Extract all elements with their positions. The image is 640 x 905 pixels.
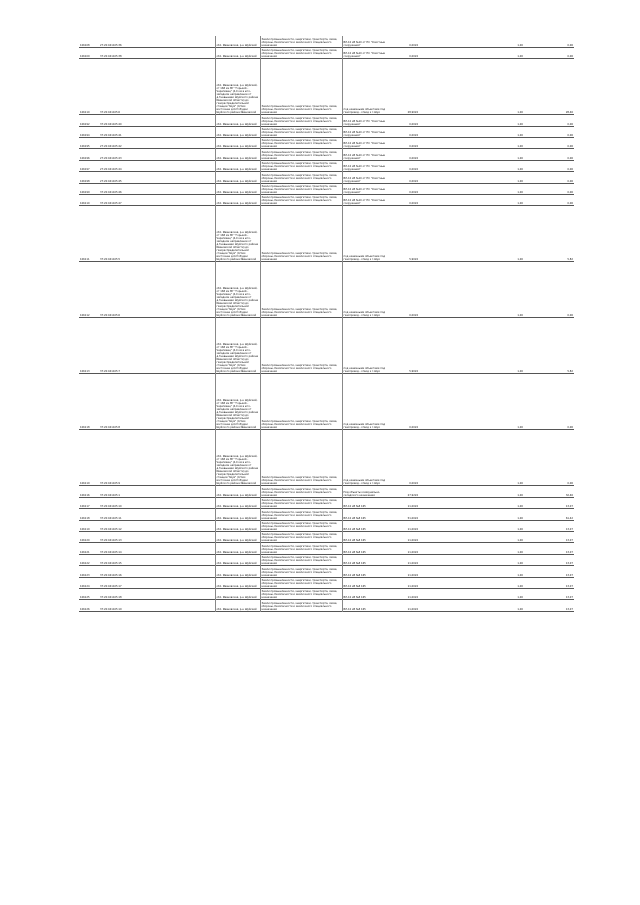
address-cell: обл. Ивановская, р-н Шуйский bbox=[215, 531, 260, 542]
value-cell: 13,07 bbox=[565, 539, 573, 543]
table-row bbox=[79, 160, 574, 171]
permitted-use-cell: ВЛ-10 кВ №10 от ПС "Очистные сооружения" bbox=[342, 126, 395, 137]
coefficient-cell: 1,00 bbox=[517, 482, 523, 486]
area-cell: 5,9024 bbox=[409, 258, 418, 262]
address-cell: обл. Ивановская, р-н Шуйский bbox=[215, 183, 260, 194]
land-category-cell: Земли промышленности, энергетики, транспорта, связи, обороны, безопасности и земли иного специального назначения bbox=[260, 160, 342, 171]
table-row bbox=[79, 172, 574, 183]
land-category-cell: Земли промышленности, энергетики, транспорта, связи, обороны, безопасности и земли иного специального назначения bbox=[260, 206, 342, 262]
address-cell: обл. Ивановская, р-н Шуйский, от 168 км МГ "Горький - Череповец" (4,0 км в юго-западном направлении от д.Гневышево Шуйского района Ивановской области) до газораспределительной станции "Шуя" (0,5км восточнее д.Олтобудки Шуйского района Ивановской bbox=[215, 262, 260, 318]
table-row bbox=[79, 262, 574, 318]
area-cell: 0,0024 bbox=[409, 55, 418, 59]
address-cell: обл. Ивановская, р-н Шуйский bbox=[215, 36, 260, 47]
address-cell: обл. Ивановская, р-н Шуйский bbox=[215, 543, 260, 554]
value-cell: 13,07 bbox=[565, 607, 573, 611]
value-cell: 5,82 bbox=[567, 370, 573, 374]
permitted-use-cell: ВЛ-10 кВ №8 165 bbox=[342, 497, 395, 508]
permitted-use-cell: под наземными объектами под газопровод - отвод к г.Шуя bbox=[342, 430, 395, 486]
cadastral-number-cell: 37:20:041105:41 bbox=[100, 134, 122, 138]
cadastral-number-cell: 37:20:041105:47 bbox=[100, 202, 122, 206]
value-cell: 0,06 bbox=[567, 134, 573, 138]
area-cell: 11,0024 bbox=[407, 505, 418, 509]
permitted-use-cell: ВЛ-10 кВ №8 165 bbox=[342, 566, 395, 577]
permitted-use-cell: ВЛ-10 кВ №10 от ПС "Очистные сооружения" bbox=[342, 183, 395, 194]
land-category-cell: Земли промышленности, энергетики, транспорта, связи, обороны, безопасности и земли иного специального назначения bbox=[260, 509, 342, 520]
permitted-use-cell: ВЛ-10 кВ №10 от ПС "Очистные сооружения" bbox=[342, 160, 395, 171]
land-category-cell: Земли промышленности, энергетики, транспорта, связи, обороны, безопасности и земли иного специального назначения bbox=[260, 600, 342, 611]
area-cell: 0,0024 bbox=[409, 43, 418, 47]
cadastral-number-cell: 37:20:041105:40 bbox=[100, 122, 122, 126]
permitted-use-cell: под наземными объектами под газопровод - отвод к г.Шуя bbox=[342, 318, 395, 374]
value-cell: 0,06 bbox=[567, 191, 573, 195]
table-row bbox=[79, 115, 574, 126]
area-cell: 11,0024 bbox=[407, 607, 418, 611]
area-cell: 11,0024 bbox=[407, 584, 418, 588]
land-category-cell: Земли промышленности, энергетики, транспорта, связи, обороны, безопасности и земли иного специального назначения bbox=[260, 497, 342, 508]
table-row bbox=[79, 374, 574, 430]
area-cell: 0,0024 bbox=[409, 202, 418, 206]
cadastral-number-cell: 37:20:041105:6 bbox=[100, 314, 121, 318]
permitted-use-cell: ВЛ-10 кВ №8 165 bbox=[342, 600, 395, 611]
value-cell: 0,06 bbox=[567, 314, 573, 318]
address-cell: обл. Ивановская, р-н Шуйский, от 168 км МГ "Горький - Череповец" (4,0 км в юго-западном направлении от д.Гневышево Шуйского района Ивановской области) до газораспределительной станции "Шуя" (0,5км восточнее д.Олтобудки Шуйского района Ивановской bbox=[215, 318, 260, 374]
table-row bbox=[79, 430, 574, 486]
cadastral-number-cell: 27:20:041105:42 bbox=[100, 145, 122, 149]
row-id-cell: 106119 bbox=[80, 482, 90, 486]
value-cell: 0,06 bbox=[567, 122, 573, 126]
cadastral-number-cell: 37:20:041105:13 bbox=[100, 539, 122, 543]
area-cell: 0,0024 bbox=[409, 156, 418, 160]
table-row bbox=[79, 520, 574, 531]
table-row bbox=[79, 577, 574, 588]
land-category-cell: Земли промышленности, энергетики, транспорта, связи, обороны, безопасности и земли иного специального назначения bbox=[260, 577, 342, 588]
permitted-use-cell: ВЛ-10 кВ №8 165 bbox=[342, 543, 395, 554]
permitted-use-cell: ВЛ-10 кВ №10 от ПС "Очистные сооружения" bbox=[342, 195, 395, 206]
coefficient-cell: 1,00 bbox=[517, 505, 523, 509]
permitted-use-cell: ВЛ-10 кВ №10 от ПС "Очистные сооружения" bbox=[342, 172, 395, 183]
cadastral-number-cell: 27:20:041105:36 bbox=[100, 43, 122, 47]
coefficient-cell: 1,00 bbox=[517, 370, 523, 374]
address-cell: обл. Ивановская, р-н Шуйский, от 168 км МГ "Горький - Череповец" (4,0 км в юго-западном направлении от д.Гневышево Шуйского района Ивановской области) до газораспределительной станции "Шуя" (0,5км восточнее д.Олтобудки Шуйского района Ивановской bbox=[215, 206, 260, 262]
row-id-cell: 106110 bbox=[80, 111, 90, 115]
coefficient-cell: 1,00 bbox=[517, 493, 523, 497]
address-cell: обл. Ивановская, р-н Шуйский bbox=[215, 195, 260, 206]
coefficient-cell: 1,00 bbox=[517, 111, 523, 115]
cadastral-number-cell: 27:20:041105:45 bbox=[100, 179, 122, 183]
value-cell: 13,07 bbox=[565, 550, 573, 554]
row-id-cell: 106118 bbox=[80, 516, 90, 520]
coefficient-cell: 1,00 bbox=[517, 55, 523, 59]
land-category-cell: Земли промышленности, энергетики, транспорта, связи, обороны, безопасности и земли иного специального назначения bbox=[260, 195, 342, 206]
row-id-cell: 106195 bbox=[80, 145, 90, 149]
area-cell: 51,0024 bbox=[407, 516, 418, 520]
land-category-cell: Земли промышленности, энергетики, транспорта, связи, обороны, безопасности и земли иного специального назначения bbox=[260, 149, 342, 160]
area-cell: 28,9024 bbox=[407, 111, 418, 115]
land-category-cell: Земли промышленности, энергетики, транспорта, связи, обороны, безопасности и земли иного специального назначения bbox=[260, 430, 342, 486]
address-cell: обл. Ивановская, р-н Шуйский bbox=[215, 47, 260, 58]
area-cell: 0,0024 bbox=[409, 482, 418, 486]
row-id-cell: 106125 bbox=[80, 596, 90, 600]
land-category-cell: Земли промышленности, энергетики, транспорта, связи, обороны, безопасности и земли иного специального назначения bbox=[260, 59, 342, 115]
area-cell: 0,0024 bbox=[409, 179, 418, 183]
coefficient-cell: 1,00 bbox=[517, 550, 523, 554]
permitted-use-cell: ВЛ-10 кВ №8 165 bbox=[342, 531, 395, 542]
value-cell: 28,46 bbox=[565, 111, 573, 115]
coefficient-cell: 1,00 bbox=[517, 156, 523, 160]
area-cell: 11,0024 bbox=[407, 573, 418, 577]
address-cell: обл. Ивановская, р-н Шуйский bbox=[215, 115, 260, 126]
land-category-cell: Земли промышленности, энергетики, транспорта, связи, обороны, безопасности и земли иного специального назначения bbox=[260, 318, 342, 374]
land-category-cell: Земли промышленности, энергетики, транспорта, связи, обороны, безопасности и земли иного специального назначения bbox=[260, 554, 342, 565]
coefficient-cell: 1,00 bbox=[517, 122, 523, 126]
cadastral-number-cell: 27:20:041105:43 bbox=[100, 156, 122, 160]
area-cell: 11,0024 bbox=[407, 596, 418, 600]
row-id-cell: 106192 bbox=[80, 122, 90, 126]
permitted-use-cell: под наземными объектами под газопровод - отвод к г.Шуя bbox=[342, 59, 395, 115]
cadastral-number-cell: 37:20:041105:38 bbox=[100, 55, 122, 59]
table-row bbox=[79, 554, 574, 565]
row-id-cell: 106109 bbox=[80, 55, 90, 59]
value-cell: 32,46 bbox=[565, 493, 573, 497]
address-cell: обл. Ивановская, р-н Шуйский bbox=[215, 138, 260, 149]
land-category-cell: Земли промышленности, энергетики, транспорта, связи, обороны, безопасности и земли иного специального назначения bbox=[260, 115, 342, 126]
coefficient-cell: 1,00 bbox=[517, 539, 523, 543]
cadastral-number-cell: 37:20:041105:5 bbox=[100, 258, 121, 262]
cadastral-number-cell: 37:20:041105:7 bbox=[100, 370, 121, 374]
land-category-cell: Земли промышленности, энергетики, транспорта, связи, обороны, безопасности и земли иного специального назначения bbox=[260, 531, 342, 542]
row-id-cell: 106111 bbox=[80, 258, 90, 262]
area-cell: 0,0024 bbox=[409, 168, 418, 172]
table-row bbox=[79, 195, 574, 206]
row-id-cell: 106118 bbox=[80, 426, 90, 430]
cadastral-number-cell: 37:20:041105:10 bbox=[100, 505, 122, 509]
value-cell: 13,07 bbox=[565, 573, 573, 577]
row-id-cell: 106121 bbox=[80, 550, 90, 554]
coefficient-cell: 1,00 bbox=[517, 607, 523, 611]
address-cell: обл. Ивановская, р-н Шуйский bbox=[215, 600, 260, 611]
value-cell: 0,06 bbox=[567, 43, 573, 47]
coefficient-cell: 1,00 bbox=[517, 314, 523, 318]
area-cell: 0,0024 bbox=[409, 191, 418, 195]
land-category-cell: Земли промышленности, энергетики, транспорта, связи, обороны, безопасности и земли иного специального назначения bbox=[260, 374, 342, 430]
permitted-use-cell: ВЛ-10 кВ №10 от ПС "Очистные сооружения" bbox=[342, 36, 395, 47]
coefficient-cell: 1,00 bbox=[517, 426, 523, 430]
row-id-cell: 106108 bbox=[80, 43, 90, 47]
area-cell: 0,0024 bbox=[409, 426, 418, 430]
coefficient-cell: 1,00 bbox=[517, 202, 523, 206]
row-id-cell: 106120 bbox=[80, 539, 90, 543]
address-cell: обл. Ивановская, р-н Шуйский bbox=[215, 497, 260, 508]
value-cell: 0,06 bbox=[567, 179, 573, 183]
table-row bbox=[79, 318, 574, 374]
coefficient-cell: 1,00 bbox=[517, 516, 523, 520]
coefficient-cell: 1,00 bbox=[517, 596, 523, 600]
address-cell: обл. Ивановская, р-н Шуйский, от 168 км МГ "Горький - Череповец" (4,0 км в юго-западном направлении от д.Гневышево Шуйского района Ивановской области) до газораспределительной станции "Шуя" (0,5км восточнее д.Олтобудки Шуйского района Ивановской bbox=[215, 59, 260, 115]
permitted-use-cell: ВЛ-10 кВ №8 165 bbox=[342, 588, 395, 599]
row-id-cell: 106113 bbox=[80, 370, 90, 374]
land-category-cell: Земли промышленности, энергетики, транспорта, связи, обороны, безопасности и земли иного специального назначения bbox=[260, 36, 342, 47]
cadastral-number-cell: 37:20:041105:18 bbox=[100, 596, 122, 600]
area-cell: 0,0024 bbox=[409, 134, 418, 138]
coefficient-cell: 1,00 bbox=[517, 145, 523, 149]
table-row bbox=[79, 497, 574, 508]
row-id-cell: 106112 bbox=[80, 314, 90, 318]
permitted-use-cell: ВЛ-10 кВ №10 от ПС "Очистные сооружения" bbox=[342, 138, 395, 149]
table-row bbox=[79, 486, 574, 497]
area-cell: 0,0024 bbox=[409, 122, 418, 126]
permitted-use-cell: ВЛ-10 кВ №8 165 bbox=[342, 509, 395, 520]
address-cell: обл. Ивановская, р-н Шуйский bbox=[215, 126, 260, 137]
permitted-use-cell: под наземными объектами под газопровод - отвод к г.Шуя bbox=[342, 374, 395, 430]
area-cell: 5,9024 bbox=[409, 370, 418, 374]
area-cell: 0,0024 bbox=[409, 314, 418, 318]
row-id-cell: 106117 bbox=[80, 505, 90, 509]
value-cell: 13,07 bbox=[565, 584, 573, 588]
row-id-cell: 106198 bbox=[80, 179, 90, 183]
land-category-cell: Земли промышленности, энергетики, транспорта, связи, обороны, безопасности и земли иного специального назначения bbox=[260, 47, 342, 58]
table-row bbox=[79, 47, 574, 58]
coefficient-cell: 1,00 bbox=[517, 191, 523, 195]
value-cell: 13,07 bbox=[565, 596, 573, 600]
address-cell: обл. Ивановская, р-н Шуйский bbox=[215, 160, 260, 171]
coefficient-cell: 1,00 bbox=[517, 527, 523, 531]
land-category-cell: Земли промышленности, энергетики, транспорта, связи, обороны, безопасности и земли иного специального назначения bbox=[260, 262, 342, 318]
row-id-cell: 106199 bbox=[80, 191, 90, 195]
table-row bbox=[79, 126, 574, 137]
land-category-cell: Земли промышленности, энергетики, транспорта, связи, обороны, безопасности и земли иного специального назначения bbox=[260, 566, 342, 577]
cadastral-number-cell: 37:20:041105:46 bbox=[100, 191, 122, 195]
value-cell: 0,06 bbox=[567, 156, 573, 160]
value-cell: 13,07 bbox=[565, 527, 573, 531]
area-cell: 11,0024 bbox=[407, 550, 418, 554]
cadastral-number-cell: 37:20:041105:11 bbox=[100, 516, 122, 520]
table-row bbox=[79, 59, 574, 115]
permitted-use-cell: под наземными объектами под газопровод - отвод к г.Шуя bbox=[342, 206, 395, 262]
coefficient-cell: 1,00 bbox=[517, 43, 523, 47]
table-row bbox=[79, 206, 574, 262]
coefficient-cell: 1,00 bbox=[517, 179, 523, 183]
address-cell: обл. Ивановская, р-н Шуйский, от 168 км МГ "Горький - Череповец" (4,0 км в юго-западном направлении от д.Гневышево Шуйского района Ивановской области) до газораспределительной станции "Шуя" (0,5км восточнее д.Олтобудки Шуйского района Ивановской bbox=[215, 430, 260, 486]
row-id-cell: 106119 bbox=[80, 527, 90, 531]
cadastral-number-cell: 37:20:041105:19 bbox=[100, 607, 122, 611]
table-row bbox=[79, 543, 574, 554]
cadastral-number-cell: 37:20:041105:6 bbox=[100, 111, 121, 115]
row-id-cell: 106197 bbox=[80, 168, 90, 172]
value-cell: 5,82 bbox=[567, 258, 573, 262]
address-cell: обл. Ивановская, р-н Шуйский bbox=[215, 520, 260, 531]
row-id-cell: 106123 bbox=[80, 573, 90, 577]
permitted-use-cell: ВЛ-10 кВ №8 165 bbox=[342, 554, 395, 565]
row-id-cell: 106126 bbox=[80, 607, 90, 611]
row-id-cell: 106110 bbox=[80, 202, 90, 206]
address-cell: обл. Ивановская, р-н Шуйский bbox=[215, 566, 260, 577]
coefficient-cell: 1,00 bbox=[517, 134, 523, 138]
cadastral-number-cell: 37:20:041105:14 bbox=[100, 550, 122, 554]
area-cell: 27,9224 bbox=[407, 493, 418, 497]
table-row bbox=[79, 183, 574, 194]
permitted-use-cell: ВЛ-10 кВ №10 от ПС "Очистные сооружения" bbox=[342, 115, 395, 126]
land-category-cell: Земли промышленности, энергетики, транспорта, связи, обороны, безопасности и земли иного специального назначения bbox=[260, 588, 342, 599]
value-cell: 0,06 bbox=[567, 426, 573, 430]
permitted-use-cell: ВЛ-10 кВ №10 от ПС "Очистные сооружения" bbox=[342, 47, 395, 58]
cadastral-table bbox=[79, 36, 574, 612]
land-category-cell: Земли промышленности, энергетики, транспорта, связи, обороны, безопасности и земли иного специального назначения bbox=[260, 486, 342, 497]
value-cell: 0,06 bbox=[567, 202, 573, 206]
table-row bbox=[79, 531, 574, 542]
address-cell: обл. Ивановская, р-н Шуйский bbox=[215, 588, 260, 599]
value-cell: 0,06 bbox=[567, 145, 573, 149]
address-cell: обл. Ивановская, р-н Шуйский bbox=[215, 577, 260, 588]
row-id-cell: 106196 bbox=[80, 156, 90, 160]
coefficient-cell: 1,00 bbox=[517, 573, 523, 577]
address-cell: обл. Ивановская, р-н Шуйский bbox=[215, 149, 260, 160]
table-row bbox=[79, 149, 574, 160]
permitted-use-cell: ВЛ-10 кВ №8 165 bbox=[342, 577, 395, 588]
address-cell: обл. Ивановская, р-н Шуйский bbox=[215, 509, 260, 520]
area-cell: 11,0024 bbox=[407, 539, 418, 543]
address-cell: обл. Ивановская, р-н Шуйский bbox=[215, 554, 260, 565]
value-cell: 0,06 bbox=[567, 168, 573, 172]
value-cell: 0,06 bbox=[567, 482, 573, 486]
address-cell: обл. Ивановская, р-н Шуйский bbox=[215, 486, 260, 497]
value-cell: 13,07 bbox=[565, 562, 573, 566]
value-cell: 13,07 bbox=[565, 505, 573, 509]
permitted-use-cell: ВЛ-10 кВ №8 165 bbox=[342, 520, 395, 531]
address-cell: обл. Ивановская, р-н Шуйский bbox=[215, 172, 260, 183]
table-row bbox=[79, 600, 574, 611]
row-id-cell: 106194 bbox=[80, 134, 90, 138]
table-row bbox=[79, 138, 574, 149]
table-row bbox=[79, 566, 574, 577]
coefficient-cell: 1,00 bbox=[517, 258, 523, 262]
land-category-cell: Земли промышленности, энергетики, транспорта, связи, обороны, безопасности и земли иного специального назначения bbox=[260, 543, 342, 554]
value-cell: 0,06 bbox=[567, 55, 573, 59]
cadastral-number-cell: 37:20:041105:8 bbox=[100, 426, 121, 430]
cadastral-number-cell: 37:20:041105:1 bbox=[100, 493, 121, 497]
area-cell: 11,0024 bbox=[407, 527, 418, 531]
cadastral-number-cell: 37:20:041105:9 bbox=[100, 482, 121, 486]
cadastral-number-cell: 37:20:041105:15 bbox=[100, 562, 122, 566]
cadastral-number-cell: 37:20:041105:12 bbox=[100, 527, 122, 531]
land-category-cell: Земли промышленности, энергетики, транспорта, связи, обороны, безопасности и земли иного специального назначения bbox=[260, 138, 342, 149]
row-id-cell: 106124 bbox=[80, 584, 90, 588]
address-cell: обл. Ивановская, р-н Шуйский, от 168 км МГ "Горький - Череповец" (4,0 км в юго-западном направлении от д.Гневышево Шуйского района Ивановской области) до газораспределительной станции "Шуя" (0,5км восточнее д.Олтобудки Шуйского района Ивановской bbox=[215, 374, 260, 430]
cadastral-number-cell: 37:20:041105:17 bbox=[100, 584, 122, 588]
area-cell: 11,0024 bbox=[407, 562, 418, 566]
table-row bbox=[79, 509, 574, 520]
land-category-cell: Земли промышленности, энергетики, транспорта, связи, обороны, безопасности и земли иного специального назначения bbox=[260, 520, 342, 531]
coefficient-cell: 1,00 bbox=[517, 562, 523, 566]
row-id-cell: 106122 bbox=[80, 562, 90, 566]
land-category-cell: Земли промышленности, энергетики, транспорта, связи, обороны, безопасности и земли иного специального назначения bbox=[260, 183, 342, 194]
land-category-cell: Земли промышленности, энергетики, транспорта, связи, обороны, безопасности и земли иного специального назначения bbox=[260, 172, 342, 183]
cadastral-number-cell: 37:20:041105:16 bbox=[100, 573, 122, 577]
area-cell: 0,0024 bbox=[409, 145, 418, 149]
permitted-use-cell: Под объекты коммунально-складского назначения bbox=[342, 486, 395, 497]
table-row bbox=[79, 588, 574, 599]
coefficient-cell: 1,00 bbox=[517, 168, 523, 172]
permitted-use-cell: ВЛ-10 кВ №10 от ПС "Очистные сооружения" bbox=[342, 149, 395, 160]
value-cell: 61,42 bbox=[565, 516, 573, 520]
table-row bbox=[79, 36, 574, 47]
coefficient-cell: 1,00 bbox=[517, 584, 523, 588]
row-id-cell: 106116 bbox=[80, 493, 90, 497]
land-category-cell: Земли промышленности, энергетики, транспорта, связи, обороны, безопасности и земли иного специального назначения bbox=[260, 126, 342, 137]
cadastral-number-cell: 27:20:041105:44 bbox=[100, 168, 122, 172]
permitted-use-cell: под наземными объектами под газопровод - отвод к г.Шуя bbox=[342, 262, 395, 318]
